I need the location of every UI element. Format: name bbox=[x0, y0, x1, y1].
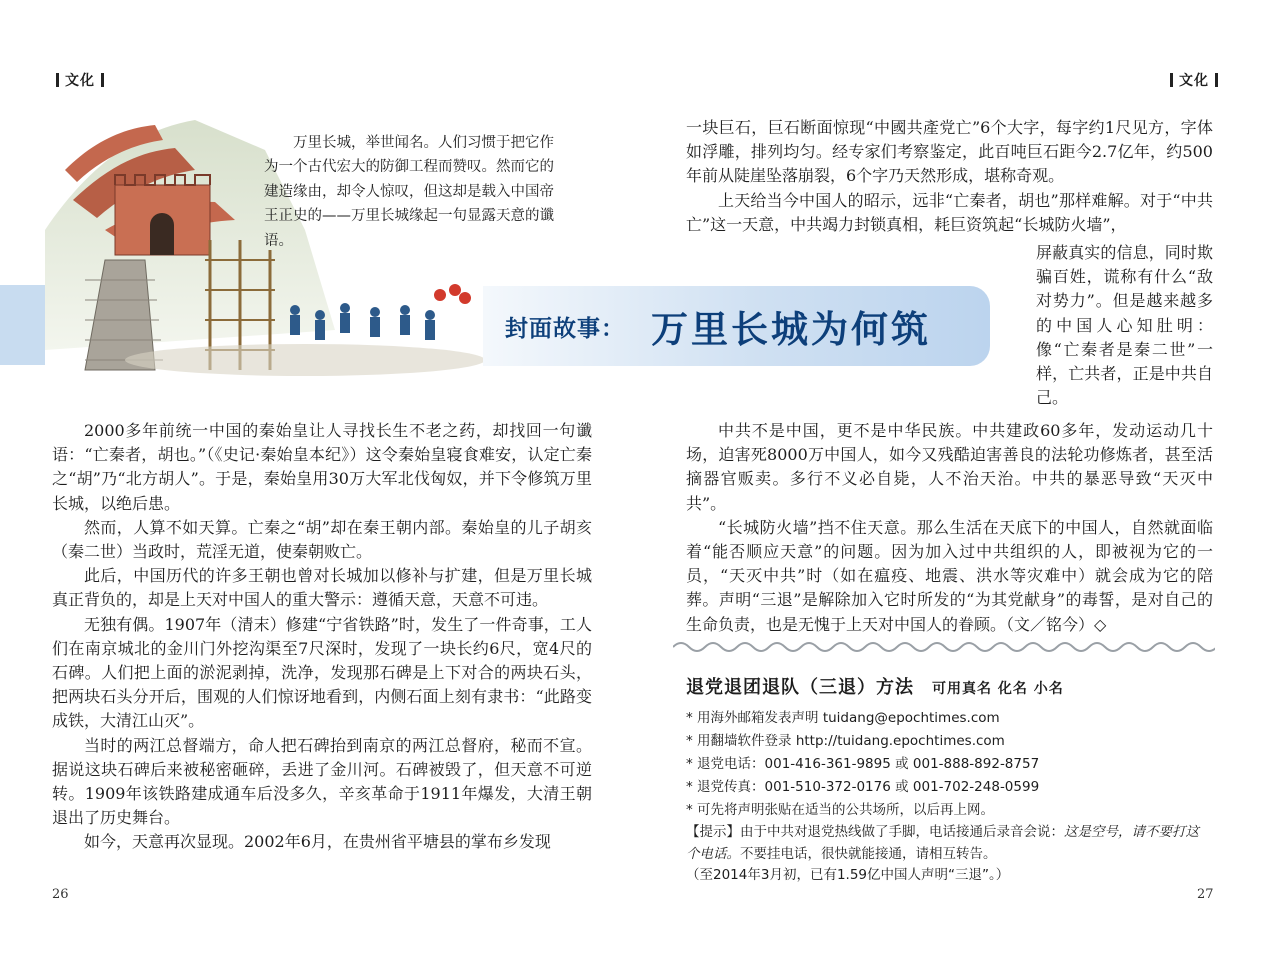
body-paragraph: 如今，天意再次显现。2002年6月，在贵州省平塘县的掌布乡发现 bbox=[84, 832, 551, 852]
page-number-left: 26 bbox=[52, 887, 69, 902]
body-paragraph: 上天给当今中国人的昭示，远非“亡秦者，胡也”那样难解。对于“中共亡”这一天意，中共竭力封锁真相，耗巨资筑起“长城防火墙”， bbox=[686, 190, 1213, 234]
intro-paragraph: 万里长城，举世闻名。人们习惯于把它作为一个古代宏大的防御工程而赞叹。然而它的建造缘由，却令人惊叹，但这却是载入中国帝王正史的——万里长城缘起一句显露天意的谶语。 bbox=[264, 134, 554, 249]
box-line: * 用翻墙软件登录 http://tuidang.epochtimes.com bbox=[686, 733, 1005, 749]
right-column-narrow bbox=[1036, 241, 1213, 410]
banner-subtitle: 封面故事： bbox=[505, 315, 625, 342]
box-line: * 用海外邮箱发表声明 tuidang@epochtimes.com bbox=[686, 710, 1000, 726]
right-column-top bbox=[686, 116, 1213, 237]
section-tag-left: 文化 bbox=[50, 70, 110, 90]
body-paragraph: 然而，人算不如天算。亡秦之“胡”却在秦王朝内部。秦始皇的儿子胡亥（秦二世）当政时，荒淫无道，使秦朝败亡。 bbox=[52, 517, 592, 562]
body-paragraph: 2000多年前统一中国的秦始皇让人寻找长生不老之药，却找回一句谶语：“亡秦者，胡也。”（《史记·秦始皇本纪》）这令秦始皇寝食难安，认定亡秦之“胡”乃“北方胡人”。于是，秦始皇用30万大军北伐匈奴，并下令修筑万里长城，以绝后患。 bbox=[52, 421, 592, 513]
box-title: 退党退团退队（三退）方法 可用真名 化名 小名 bbox=[686, 677, 1064, 698]
page-number-right: 27 bbox=[1197, 887, 1214, 902]
wave-divider bbox=[673, 638, 1215, 656]
section-tag-right: 文化 bbox=[1164, 70, 1224, 90]
banner-title: 万里长城为何筑 bbox=[651, 307, 931, 351]
color-band bbox=[0, 285, 45, 365]
box-line: * 退党传真：001-510-372-0176 或 001-702-248-0599 bbox=[686, 779, 1040, 795]
box-alias: 可用真名 化名 小名 bbox=[932, 681, 1064, 697]
body-paragraph: 此后，中国历代的许多王朝也曾对长城加以修补与扩建，但是万里长城真正背负的，却是上天对中国人的重大警示：遵循天意，天意不可违。 bbox=[52, 566, 592, 610]
box-line: * 可先将声明张贴在适当的公共场所，以后再上网。 bbox=[686, 802, 995, 818]
body-paragraph: “长城防火墙”挡不住天意。那么生活在天底下的中国人，自然就面临着“能否顺应天意”的问题。因为加入过中共组织的人，即被视为它的一员，“天灭中共”时（如在瘟疫、地震、洪水等灾难中）就会成为它的陪葬。声明“三退”是解除加入它时所发的“为其党献身”的毒誓，是对自己的生命负责，也是无愧于上天对中国人的眷顾。（文／铭今）◇ bbox=[686, 517, 1213, 634]
body-paragraph: 屏蔽真实的信息，同时欺骗百姓，谎称有什么“敌对势力”。但是越来越多的中国人心知肚明：像“亡秦者是秦二世”一样，亡共者，正是中共自己。 bbox=[1036, 243, 1213, 408]
box-note: 【提示】由于中共对退党热线做了手脚，电话接通后录音会说：这是空号，请不要打这个电话。不要挂电话，很快就能接通，请相互转告。 （至2014年3月初，已有1.59亿中国人声明“三退”。） bbox=[686, 824, 1199, 883]
title-banner bbox=[483, 286, 990, 366]
body-paragraph: 一块巨石，巨石断面惊现“中國共產党亡”6个大字，每字约1尺见方，字体如浮雕，排列均匀。经专家们考察鉴定，此百吨巨石距今2.7亿年，约500年前从陡崖坠落崩裂，6个字乃天然形成，堪称奇观。 bbox=[686, 118, 1213, 186]
box-stat: （至2014年3月初，已有1.59亿中国人声明“三退”。） bbox=[686, 867, 1010, 883]
left-column bbox=[52, 419, 592, 855]
body-paragraph: 中共不是中国，更不是中华民族。中共建政60多年，发动运动几十场，迫害死8000万中国人，如今又残酷迫害善良的法轮功修炼者，甚至活摘器官贩卖。多行不义必自毙，人不治天治。中共的暴恶导致“天灭中共”。 bbox=[686, 421, 1213, 513]
body-paragraph: 当时的两江总督端方，命人把石碑抬到南京的两江总督府，秘而不宣。据说这块石碑后来被秘密砸碎，丢进了金川河。石碑被毁了，但天意不可逆转。1909年该铁路建成通车后没多久，辛亥革命于1911年爆发，大清王朝退出了历史舞台。 bbox=[52, 735, 592, 828]
right-column-body bbox=[686, 419, 1213, 637]
body-paragraph: 无独有偶。1907年（清末）修建“宁省铁路”时，发生了一件奇事，工人们在南京城北的金川门外挖沟渠至7尺深时，发现了一块长约6尺，宽4尺的石碑。人们把上面的淤泥剥掉，洗净，发现那石碑是上下对合的两块石头，把两块石头分开后，围观的人们惊讶地看到，内侧石面上刻有隶书：“此路变成铁，大清江山灭”。 bbox=[52, 614, 592, 731]
box-line: * 退党电话：001-416-361-9895 或 001-888-892-8757 bbox=[686, 756, 1040, 772]
